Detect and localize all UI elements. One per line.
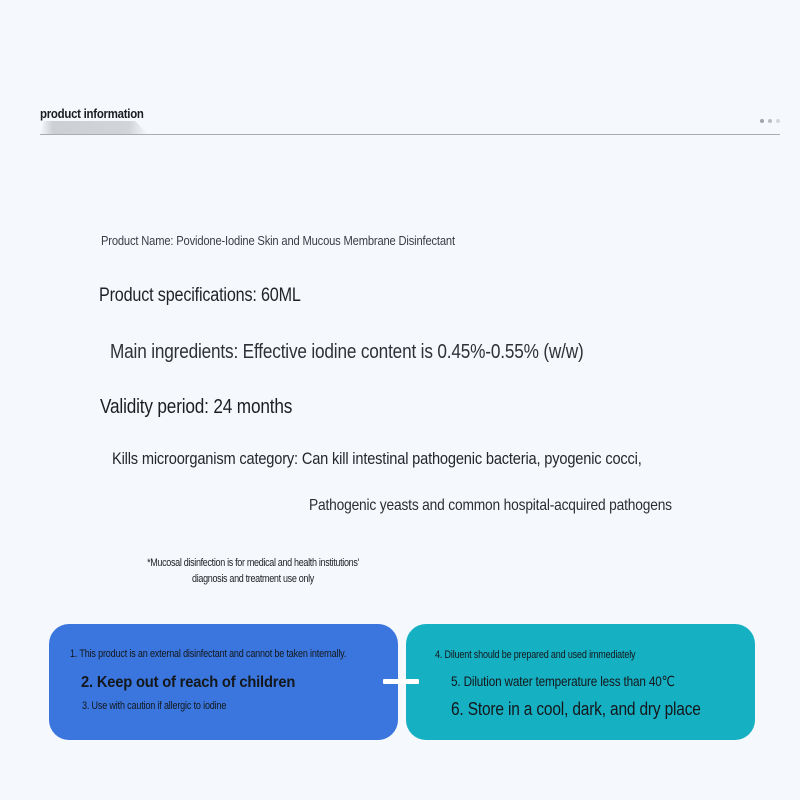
precaution-item-6: 6. Store in a cool, dark, and dry place — [451, 699, 701, 719]
usage-note — [118, 555, 388, 587]
kills-microorganism-line-2: Pathogenic yeasts and common hospital-acquired pathogens — [309, 497, 672, 514]
precaution-item-3: 3. Use with caution if allergic to iodine — [82, 700, 227, 712]
box-connector-line — [383, 679, 419, 684]
product-name: Product Name: Povidone-Iodine Skin and Mucous Membrane Disinfectant — [101, 233, 455, 248]
usage-note-line-1: *Mucosal disinfection is for medical and health institutions' — [147, 557, 359, 569]
precaution-item-2: 2. Keep out of reach of children — [81, 674, 296, 691]
validity-period: Validity period: 24 months — [100, 396, 293, 418]
kills-microorganism-line-1: Kills microorganism category: Can kill intestinal pathogenic bacteria, pyogenic cocci, — [112, 449, 642, 468]
dot-icon — [768, 119, 772, 123]
header-divider — [40, 134, 780, 135]
dot-icon — [776, 119, 780, 123]
product-specifications: Product specifications: 60ML — [99, 285, 301, 306]
precaution-item-1: 1. This product is an external disinfectant and cannot be taken internally. — [70, 648, 347, 660]
section-header — [40, 104, 780, 136]
header-title-shadow — [40, 121, 148, 134]
precautions-box-left — [49, 624, 398, 740]
dots-indicator-icon — [760, 119, 780, 123]
precaution-item-4: 4. Diluent should be prepared and used immediately — [435, 649, 636, 661]
section-title: product information — [40, 106, 144, 121]
usage-note-line-2: diagnosis and treatment use only — [192, 573, 314, 585]
dot-icon — [760, 119, 764, 123]
precautions-box-right — [406, 624, 755, 740]
precaution-item-5: 5. Dilution water temperature less than 40℃ — [451, 673, 675, 689]
main-ingredients: Main ingredients: Effective iodine content is 0.45%-0.55% (w/w) — [110, 341, 584, 363]
